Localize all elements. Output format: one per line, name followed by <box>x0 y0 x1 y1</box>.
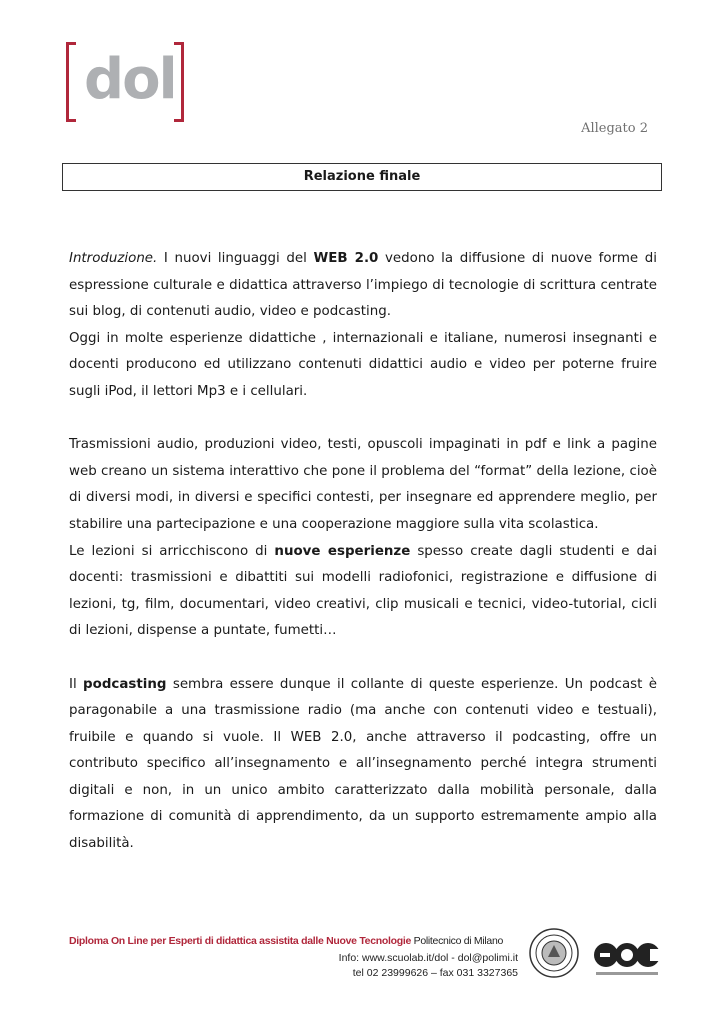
politecnico-seal-icon <box>528 927 580 979</box>
footer-diploma-line <box>69 935 503 947</box>
paragraph-introduzione <box>69 246 657 326</box>
footer <box>0 925 725 1015</box>
dol-logo <box>66 42 184 122</box>
text-run: Le lezioni si arricchiscono di <box>69 543 275 559</box>
allegato-label: Allegato 2 <box>581 121 648 136</box>
diploma-text: Diploma On Line per Esperti di didattica assistita dalle Nuove Tecnologie <box>69 935 411 947</box>
bold-nuove-esperienze: nuove esperienze <box>274 543 411 559</box>
paragraph-lezioni <box>69 539 657 645</box>
info-line: Info: www.scuolab.it/dol - dol@polimi.it <box>338 952 518 964</box>
document-title: Relazione finale <box>62 163 662 191</box>
text-run: vedono la diffusione di nuove forme di espressione culturale e didattica attraverso l’impiego di tecnologie di scrittura centrate sui blog, di contenuti audio, video e podcasting. <box>69 251 657 320</box>
paragraph-podcasting <box>69 672 657 858</box>
paragraph-trasmissioni: Trasmissioni audio, produzioni video, testi, opuscoli impaginati in pdf e link a pagine web creano un sistema interattivo che pone il problema del “format” della lezione, cioè di diversi modi, in diversi e specifici contesti, per insegnare ed apprendere meglio, per stabilire una partecipazione e una cooperazione maggiore sulla vita scolastica. <box>69 437 657 532</box>
text-run: Il <box>69 676 84 692</box>
paragraph-oggi: Oggi in molte esperienze didattiche , internazionali e italiane, numerosi insegnanti e docenti producono ed utilizzano contenuti didattici audio e video per poterne fruire sugli iPod, il lettori Mp3 e i cellulari. <box>69 330 657 399</box>
eoc-logo-icon <box>592 939 662 983</box>
footer-contacts <box>339 951 518 981</box>
text-run: sembra essere dunque il collante di queste esperienze. Un podcast è paragonabile a una trasmissione radio (ma anche con contenuti video e testuali), fruibile e quando si vuole. Il WEB 2.0, anche attraverso il podcasting, offre un contributo specifico all’insegnamento e all’insegnamento perché integra strumenti digitali e non, in un unico ambito caratterizzato dalla mobilità personale, dalla formazione di comunità di apprendimento, da un supporto estremamente ampio alla disabilità. <box>69 676 657 852</box>
logo-text: dol <box>84 47 176 112</box>
bold-podcasting: podcasting <box>83 676 167 692</box>
logo-right-bracket <box>174 42 184 122</box>
text-run: I nuovi linguaggi del <box>157 251 314 266</box>
document-body <box>69 246 657 858</box>
text-run: spesso create dagli studenti e dai docenti: trasmissioni e dibattiti sui modelli radiofonici, registrazione e diffusione di lezioni, tg, film, documentari, video creativi, clip musicali e tecnici, video-tutorial, cicli di lezioni, dispense a puntate, fumetti… <box>69 543 657 639</box>
bold-web20: WEB 2.0 <box>313 251 379 266</box>
politecnico-text: Politecnico di Milano <box>413 935 504 947</box>
logo-left-bracket <box>66 42 76 122</box>
intro-label: Introduzione. <box>69 251 158 266</box>
tel-line: tel 02 23999626 – fax 031 3327365 <box>352 967 518 979</box>
